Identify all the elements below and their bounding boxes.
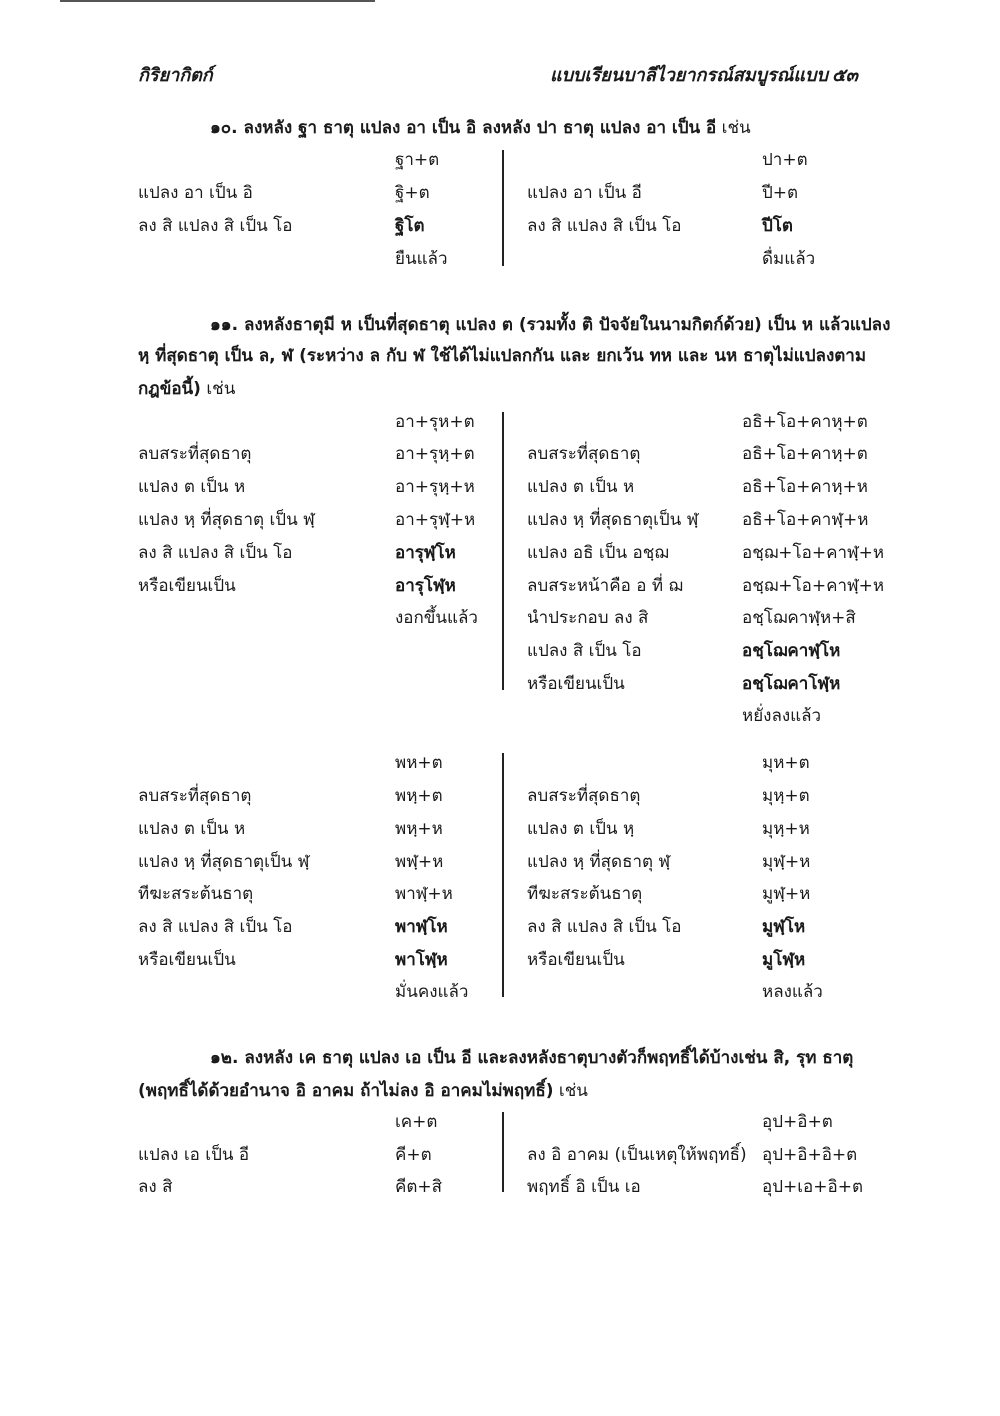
- s11a-left-meaning: งอกขึ้นแล้ว: [395, 608, 478, 628]
- s11a-right-form: อธิ+โอ+คาหฺ+ห: [742, 477, 868, 497]
- s10-left-form-result: ฐิโต: [395, 216, 425, 236]
- s10-right-form-result: ปีโต: [762, 216, 793, 236]
- section-11-heading-line-3: กฎข้อนี้) เช่น: [138, 379, 236, 399]
- s11b-left-label: ทีฆะสระต้นธาตุ: [138, 884, 254, 904]
- s11b-left-label: แปลง หฺ ที่สุดธาตุเป็น ฬฺ: [138, 852, 310, 872]
- s11b-left-label: ลบสระที่สุดธาตุ: [138, 786, 252, 806]
- s11a-left-label: ลบสระที่สุดธาตุ: [138, 444, 252, 464]
- s11a-right-label: แปลง อธิ เป็น อชฺฌ: [527, 543, 669, 563]
- s11b-right-form: มุฬฺ+ห: [762, 852, 811, 872]
- s11b-right-form-result: มูโฬฺห: [762, 950, 806, 970]
- s11a-right-form: อธิ+โอ+คาฬฺ+ห: [742, 510, 869, 530]
- s11b-left-label: หรือเขียนเป็น: [138, 950, 236, 970]
- s12-left-form: คี+ต: [395, 1145, 432, 1165]
- s11b-right-label: ทีฆะสระต้นธาตุ: [527, 884, 643, 904]
- s11b-right-label: แปลง ต เป็น หฺ: [527, 819, 635, 839]
- s10-left-form: ฐา+ต: [395, 150, 440, 170]
- s11b-right-form: มูฬฺ+ห: [762, 884, 811, 904]
- s11a-right-label: แปลง หฺ ที่สุดธาตุเป็น ฬฺ: [527, 510, 699, 530]
- s11b-left-form: พห+ต: [395, 753, 443, 773]
- s12-left-label: ลง สิ: [138, 1177, 173, 1197]
- section-12-heading-line-1: ๑๒. ลงหลัง เค ธาตุ แปลง เอ เป็น อี และลงหลังธาตุบางตัวก็พฤทธิ์ได้บ้างเช่น สิ, รุท ธาตุ: [210, 1048, 854, 1068]
- s11a-left-label: ลง สิ แปลง สิ เป็น โอ: [138, 543, 293, 563]
- s11a-right-form: อชฺฌ+โอ+คาฬฺ+ห: [742, 576, 885, 596]
- s11b-right-form-result: มูฬฺโห: [762, 917, 806, 937]
- s12-right-label: พฤทธิ์ อิ เป็น เอ: [527, 1177, 641, 1197]
- s11b-right-label: ลง สิ แปลง สิ เป็น โอ: [527, 917, 682, 937]
- s11b-left-form: พหฺ+ห: [395, 819, 443, 839]
- s11a-right-label: แปลง สิ เป็น โอ: [527, 641, 642, 661]
- s11a-right-label: นำประกอบ ลง สิ: [527, 608, 649, 628]
- top-rule: [60, 0, 375, 2]
- s11a-right-label: ลบสระที่สุดธาตุ: [527, 444, 641, 464]
- section-10-heading: ๑๐. ลงหลัง ฐา ธาตุ แปลง อา เป็น อิ ลงหลัง ปา ธาตุ แปลง อา เป็น อี เช่น: [210, 118, 751, 138]
- s11a-left-label: แปลง หฺ ที่สุดธาตุ เป็น ฬฺ: [138, 510, 315, 530]
- s12-right-form: อุป+เอ+อิ+ต: [762, 1177, 864, 1197]
- running-header-title: กิริยากิตก์: [138, 65, 213, 86]
- s11b-left-form-result: พาฬฺโห: [395, 917, 448, 937]
- s11a-left-form-result: อารุโฬฺห: [395, 576, 456, 596]
- s11b-left-form-result: พาโฬฺห: [395, 950, 448, 970]
- s11b-left-form: พหฺ+ต: [395, 786, 443, 806]
- s11b-left-form: พาฬฺ+ห: [395, 884, 453, 904]
- s10-left-meaning: ยืนแล้ว: [395, 249, 448, 269]
- section-12-heading-line-2: (พฤทธิ์ได้ด้วยอำนาจ อิ อาคม ถ้าไม่ลง อิ อาคมไม่พฤทธิ์) เช่น: [138, 1081, 588, 1101]
- section-11-divider-b: [502, 753, 504, 997]
- section-11-heading-line-2: หฺ ที่สุดธาตุ เป็น ล, ฬ (ระหว่าง ล กับ ฬ ใช้ได้ไม่แปลกกัน และ ยกเว้น ทห และ นห ธาตุไม่แปลงตาม: [138, 346, 867, 366]
- s10-right-form: ปี+ต: [762, 183, 799, 203]
- s12-left-form: คีต+สิ: [395, 1177, 443, 1197]
- s11b-right-form: มุห+ต: [762, 753, 810, 773]
- s11a-left-form-result: อารุฬฺโห: [395, 543, 456, 563]
- s11a-right-meaning: หยั่งลงแล้ว: [742, 706, 822, 726]
- s11a-right-form: อธิ+โอ+คาหฺ+ต: [742, 444, 868, 464]
- s11a-right-label: หรือเขียนเป็น: [527, 674, 625, 694]
- s12-left-label: แปลง เอ เป็น อี: [138, 1145, 250, 1165]
- s11b-right-label: ลบสระที่สุดธาตุ: [527, 786, 641, 806]
- s11b-right-form: มุหฺ+ห: [762, 819, 810, 839]
- section-12-divider: [502, 1112, 504, 1192]
- s11a-right-label: ลบสระหน้าคือ อ ที่ ฌ: [527, 576, 683, 596]
- s10-right-label: ลง สิ แปลง สิ เป็น โอ: [527, 216, 682, 236]
- s11b-right-form: มุหฺ+ต: [762, 786, 810, 806]
- s11a-left-form: อา+รุหฺ+ห: [395, 477, 475, 497]
- running-header-book-title: แบบเรียนบาลีไวยากรณ์สมบูรณ์แบบ: [550, 65, 828, 86]
- s11a-right-label: แปลง ต เป็น ห: [527, 477, 635, 497]
- s11a-left-form: อา+รุหฺ+ต: [395, 444, 475, 464]
- s11a-left-label: แปลง ต เป็น ห: [138, 477, 246, 497]
- s11b-left-label: แปลง ต เป็น ห: [138, 819, 246, 839]
- s11a-left-form: อา+รุฬฺ+ห: [395, 510, 476, 530]
- s12-right-form: อุป+อิ+อิ+ต: [762, 1145, 858, 1165]
- s11b-left-meaning: มั่นคงแล้ว: [395, 982, 469, 1002]
- s11a-right-form: อชฺโฌคาฬฺห+สิ: [742, 608, 856, 628]
- s11a-right-form-result: อชฺโฌคาโฬฺห: [742, 674, 841, 694]
- s11a-right-form: อชฺฌ+โอ+คาฬฺ+ห: [742, 543, 885, 563]
- s12-right-form: อุป+อิ+ต: [762, 1112, 833, 1132]
- s10-right-form: ปา+ต: [762, 150, 808, 170]
- page-number: ๕๓: [832, 65, 858, 86]
- section-10-divider: [502, 150, 504, 266]
- s11b-right-label: หรือเขียนเป็น: [527, 950, 625, 970]
- s11a-left-form: อา+รุห+ต: [395, 412, 475, 432]
- s10-right-label: แปลง อา เป็น อี: [527, 183, 642, 203]
- s10-left-form: ฐิ+ต: [395, 183, 430, 203]
- s11a-right-form: อธิ+โอ+คาหุ+ต: [742, 412, 868, 432]
- s11b-left-form: พฬฺ+ห: [395, 852, 444, 872]
- s10-right-meaning: ดื่มแล้ว: [762, 249, 816, 269]
- section-11-heading-line-1: ๑๑. ลงหลังธาตุมี ห เป็นที่สุดธาตุ แปลง ต (รวมทั้ง ติ ปัจจัยในนามกิตก์ด้วย) เป็น ห แล้วแปลง: [210, 315, 891, 335]
- s10-left-label: แปลง อา เป็น อิ: [138, 183, 253, 203]
- section-11-divider-a: [502, 412, 504, 690]
- s11b-left-label: ลง สิ แปลง สิ เป็น โอ: [138, 917, 293, 937]
- s10-left-label: ลง สิ แปลง สิ เป็น โอ: [138, 216, 293, 236]
- s12-left-form: เค+ต: [395, 1112, 438, 1132]
- s11b-right-meaning: หลงแล้ว: [762, 982, 823, 1002]
- s12-right-label: ลง อิ อาคม (เป็นเหตุให้พฤทธิ์): [527, 1145, 747, 1165]
- s11b-right-label: แปลง หฺ ที่สุดธาตุ ฬฺ: [527, 852, 671, 872]
- s11a-left-label: หรือเขียนเป็น: [138, 576, 236, 596]
- s11a-right-form-result: อชฺโฌคาฬฺโห: [742, 641, 841, 661]
